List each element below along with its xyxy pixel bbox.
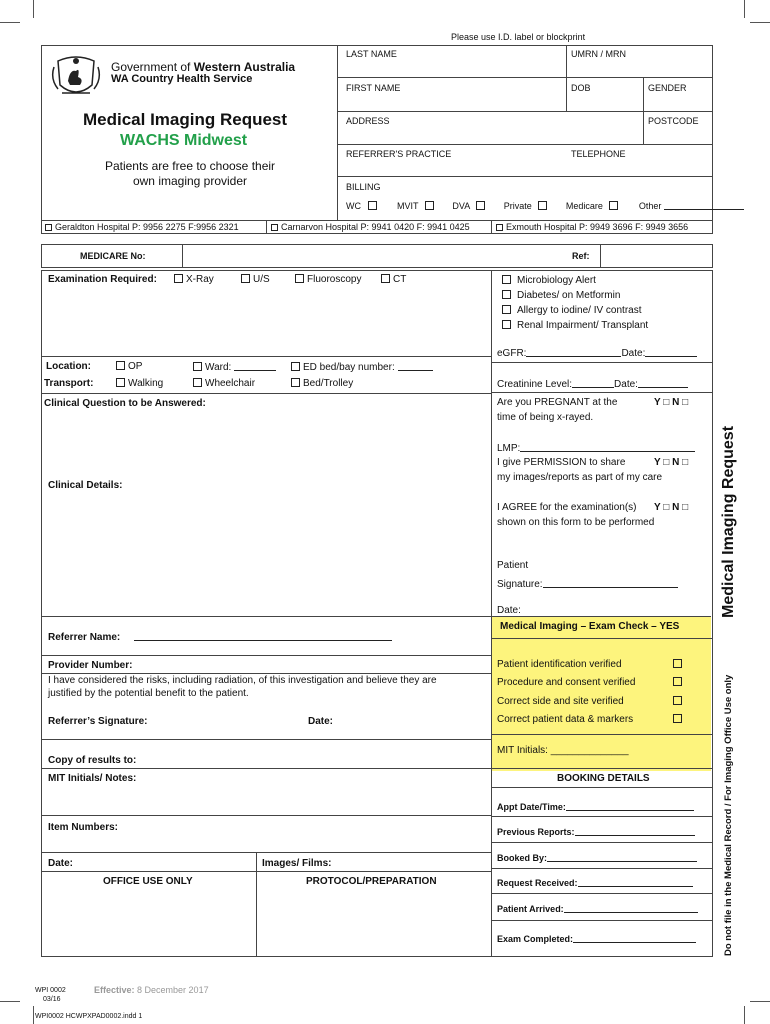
billing-options xyxy=(346,200,744,211)
effective-date: 8 December 2017 xyxy=(137,985,209,995)
referrer-name-label: Referrer Name: xyxy=(48,632,121,643)
location-op[interactable] xyxy=(116,361,142,372)
transport-label: Transport: xyxy=(44,378,94,389)
provider-choice-note: Patients are free to choose their own imaging provider xyxy=(104,159,276,188)
booked-by-row xyxy=(497,852,697,863)
gender-label: GENDER xyxy=(648,83,687,93)
billing-dva-label: DVA xyxy=(452,201,470,211)
appt-date-label: Appt Date/Time: xyxy=(497,802,566,812)
dob-label: DOB xyxy=(571,83,591,93)
effective-label: Effective: xyxy=(94,985,135,995)
crop-mark xyxy=(744,0,745,18)
clinical-question-label: Clinical Question to be Answered: xyxy=(44,398,206,409)
booked-by-field[interactable] xyxy=(547,852,697,862)
fluoroscopy-checkbox[interactable] xyxy=(295,274,304,283)
gov-line1b: Western Australia xyxy=(193,60,296,74)
patient-date-label: Date: xyxy=(497,605,521,616)
transport-wheelchair[interactable] xyxy=(193,378,255,389)
crop-mark xyxy=(33,0,34,18)
billing-mvit-checkbox[interactable] xyxy=(425,201,434,210)
previous-reports-label: Previous Reports: xyxy=(497,827,575,837)
form-subtitle: WACHS Midwest xyxy=(120,132,248,149)
last-name-label: LAST NAME xyxy=(346,49,397,59)
check-item-2: Procedure and consent verified xyxy=(497,677,636,688)
billing-private-checkbox[interactable] xyxy=(538,201,547,210)
egfr-row xyxy=(497,347,697,359)
telephone-label: TELEPHONE xyxy=(571,149,626,159)
creatinine-date-label: Date: xyxy=(614,379,638,390)
alert-diabetes[interactable] xyxy=(502,290,620,301)
exam-fluoroscopy[interactable] xyxy=(295,274,361,285)
provider-number-label: Provider Number: xyxy=(48,660,133,671)
check-box-4[interactable] xyxy=(673,714,685,725)
egfr-field[interactable] xyxy=(526,347,621,357)
exam-completed-row xyxy=(497,933,696,944)
mit-notes-label: MIT Initials/ Notes: xyxy=(48,773,137,784)
location-ward[interactable] xyxy=(193,361,276,373)
billing-private-label: Private xyxy=(503,201,532,211)
check-item-3: Correct side and site verified xyxy=(497,696,624,707)
patient-sig-row xyxy=(497,578,678,590)
request-received-field[interactable] xyxy=(578,877,693,887)
check-box-3[interactable] xyxy=(673,696,685,707)
exam-completed-label: Exam Completed: xyxy=(497,934,574,944)
transport-wheelchair-label: Wheelchair xyxy=(205,378,256,389)
referrer-signature-label: Referrer’s Signature: xyxy=(48,716,148,727)
egfr-date-field[interactable] xyxy=(645,347,697,357)
alert-microbiology-label: Microbiology Alert xyxy=(517,275,596,286)
billing-other-label: Other xyxy=(638,201,662,211)
permission-line1: I give PERMISSION to share xyxy=(497,457,626,468)
creatinine-field[interactable] xyxy=(572,378,614,388)
file-name: WPI0002 HCWPXPAD0002.indd 1 xyxy=(35,1013,143,1020)
form-code: WPI 0002 xyxy=(35,987,66,994)
location-ed-label: ED bed/bay number: xyxy=(303,362,395,373)
patient-arrived-label: Patient Arrived: xyxy=(497,904,564,914)
alert-allergy[interactable] xyxy=(502,305,642,316)
lmp-field[interactable] xyxy=(520,442,695,452)
clinical-question-field[interactable] xyxy=(44,412,484,472)
billing-medicare-checkbox[interactable] xyxy=(609,201,618,210)
form-version: 03/16 xyxy=(43,996,61,1003)
permission-yes-no[interactable]: Y □ N □ xyxy=(654,457,689,468)
ct-checkbox[interactable] xyxy=(381,274,390,283)
xray-checkbox[interactable] xyxy=(174,274,183,283)
appt-date-row xyxy=(497,801,694,812)
request-received-label: Request Received: xyxy=(497,878,578,888)
billing-mvit-label: MVIT xyxy=(397,201,419,211)
images-films-label: Images/ Films: xyxy=(262,858,332,869)
previous-reports-field[interactable] xyxy=(575,826,695,836)
protocol-preparation-label: PROTOCOL/PREPARATION xyxy=(306,876,437,887)
hospital-carnarvon[interactable] xyxy=(271,222,470,232)
crop-mark xyxy=(744,1006,745,1024)
creatinine-label: Creatinine Level: xyxy=(497,379,573,390)
transport-bed[interactable] xyxy=(291,378,353,389)
pregnant-line2: time of being x-rayed. xyxy=(497,412,594,423)
patient-sig-line1: Patient xyxy=(497,560,529,571)
billing-medicare-label: Medicare xyxy=(565,201,603,211)
postcode-label: POSTCODE xyxy=(648,116,699,126)
billing-other-field[interactable] xyxy=(664,200,744,210)
hospital-geraldton[interactable] xyxy=(45,222,239,232)
gov-line1: Government of xyxy=(111,60,194,74)
billing-wc-label: WC xyxy=(346,201,361,211)
crop-mark xyxy=(33,1006,34,1024)
us-checkbox[interactable] xyxy=(241,274,250,283)
wa-crest-logo xyxy=(50,55,102,101)
creatinine-date-field[interactable] xyxy=(638,378,688,388)
office-date-label: Date: xyxy=(48,858,74,869)
transport-bed-label: Bed/Trolley xyxy=(303,378,354,389)
exam-check-title: Medical Imaging – Exam Check – YES xyxy=(500,621,680,632)
check-item-4: Correct patient data & markers xyxy=(497,714,634,725)
hospital-carnarvon-label: Carnarvon Hospital P: 9941 0420 F: 9941 0425 xyxy=(281,222,470,232)
egfr-label: eGFR: xyxy=(497,348,527,359)
crop-mark xyxy=(750,22,770,23)
lmp-row xyxy=(497,442,695,454)
ward-field[interactable] xyxy=(234,361,276,371)
patient-sig-label: Signature: xyxy=(497,579,543,590)
transport-walking-label: Walking xyxy=(128,378,164,389)
check-item-1: Patient identification verified xyxy=(497,659,622,670)
billing-dva-checkbox[interactable] xyxy=(476,201,485,210)
exam-xray[interactable] xyxy=(174,274,214,285)
crop-mark xyxy=(0,22,20,23)
effective-row xyxy=(94,985,209,995)
ed-bed-field[interactable] xyxy=(398,361,433,371)
office-use-only-label: OFFICE USE ONLY xyxy=(103,876,193,887)
permission-line2: my images/reports as part of my care xyxy=(497,472,663,483)
gov-name xyxy=(111,60,295,74)
transport-walking[interactable] xyxy=(116,378,163,389)
location-op-label: OP xyxy=(128,361,143,372)
appt-date-field[interactable] xyxy=(566,801,694,811)
lmp-label: LMP: xyxy=(497,443,521,454)
pregnant-yes-no[interactable]: Y □ N □ xyxy=(654,397,689,408)
check-box-1[interactable] xyxy=(673,659,685,670)
agree-yes-no[interactable]: Y □ N □ xyxy=(654,502,689,513)
exam-xray-label: X-Ray xyxy=(186,274,214,285)
copy-results-label: Copy of results to: xyxy=(48,755,137,766)
location-ward-label: Ward: xyxy=(205,362,232,373)
risk-statement-1: I have considered the risks, including radiation, of this investigation and believe they are xyxy=(48,675,437,686)
clinical-details-label: Clinical Details: xyxy=(48,480,123,491)
pregnant-line1: Are you PREGNANT at the xyxy=(497,397,618,408)
previous-reports-row xyxy=(497,826,695,837)
check-box-2[interactable] xyxy=(673,677,685,688)
patient-arrived-field[interactable] xyxy=(564,903,698,913)
patient-signature-field[interactable] xyxy=(543,578,678,588)
billing-wc-checkbox[interactable] xyxy=(368,201,377,210)
wachs-name: WA Country Health Service xyxy=(111,73,253,85)
item-numbers-label: Item Numbers: xyxy=(48,822,119,833)
agree-line2: shown on this form to be performed xyxy=(497,517,655,528)
location-label: Location: xyxy=(46,361,91,372)
mit-initials[interactable]: MIT Initials: ______________ xyxy=(497,745,629,756)
location-ed[interactable] xyxy=(291,361,433,373)
referrers-practice-label: REFERRER'S PRACTICE xyxy=(346,149,452,159)
hospital-exmouth-label: Exmouth Hospital P: 9949 3696 F: 9949 3656 xyxy=(506,222,689,232)
alert-renal[interactable] xyxy=(502,320,648,331)
hospital-exmouth[interactable] xyxy=(496,222,688,232)
exam-fluoroscopy-label: Fluoroscopy xyxy=(307,274,362,285)
side-title: Medical Imaging Request xyxy=(720,425,737,618)
crop-mark xyxy=(750,1001,770,1002)
blockprint-note: Please use I.D. label or blockprint xyxy=(451,32,586,42)
risk-statement-2: justified by the potential benefit to the patient. xyxy=(48,688,249,699)
agree-line1: I AGREE for the examination(s) xyxy=(497,502,637,513)
request-received-row xyxy=(497,877,693,888)
alert-renal-label: Renal Impairment/ Transplant xyxy=(517,320,649,331)
alert-microbiology[interactable] xyxy=(502,275,596,286)
ref-label: Ref: xyxy=(572,251,590,261)
alert-diabetes-label: Diabetes/ on Metformin xyxy=(517,290,621,301)
clinical-details-field[interactable] xyxy=(44,494,484,614)
side-note: Do not file in the Medical Record / For Imaging Office Use only xyxy=(723,674,734,956)
exam-completed-field[interactable] xyxy=(573,933,696,943)
medicare-no-label: MEDICARE No: xyxy=(80,251,146,261)
referrer-name-field[interactable] xyxy=(134,640,392,641)
booked-by-label: Booked By: xyxy=(497,853,548,863)
exam-us-label: U/S xyxy=(253,274,270,285)
exam-us[interactable] xyxy=(241,274,270,285)
exam-required-label: Examination Required: xyxy=(48,274,157,285)
address-label: ADDRESS xyxy=(346,116,390,126)
hospital-geraldton-label: Geraldton Hospital P: 9956 2275 F:9956 2321 xyxy=(55,222,239,232)
billing-label: BILLING xyxy=(346,182,381,192)
umrn-label: UMRN / MRN xyxy=(571,49,626,59)
exam-ct[interactable] xyxy=(381,274,406,285)
crop-mark xyxy=(0,1001,20,1002)
patient-arrived-row xyxy=(497,903,698,914)
egfr-date-label: Date: xyxy=(621,348,646,359)
booking-details-title: BOOKING DETAILS xyxy=(557,773,650,784)
referrer-date-label: Date: xyxy=(308,716,334,727)
exam-ct-label: CT xyxy=(393,274,407,285)
form-title: Medical Imaging Request xyxy=(83,110,288,129)
alert-allergy-label: Allergy to iodine/ IV contrast xyxy=(517,305,642,316)
first-name-label: FIRST NAME xyxy=(346,83,401,93)
creatinine-row xyxy=(497,378,688,390)
